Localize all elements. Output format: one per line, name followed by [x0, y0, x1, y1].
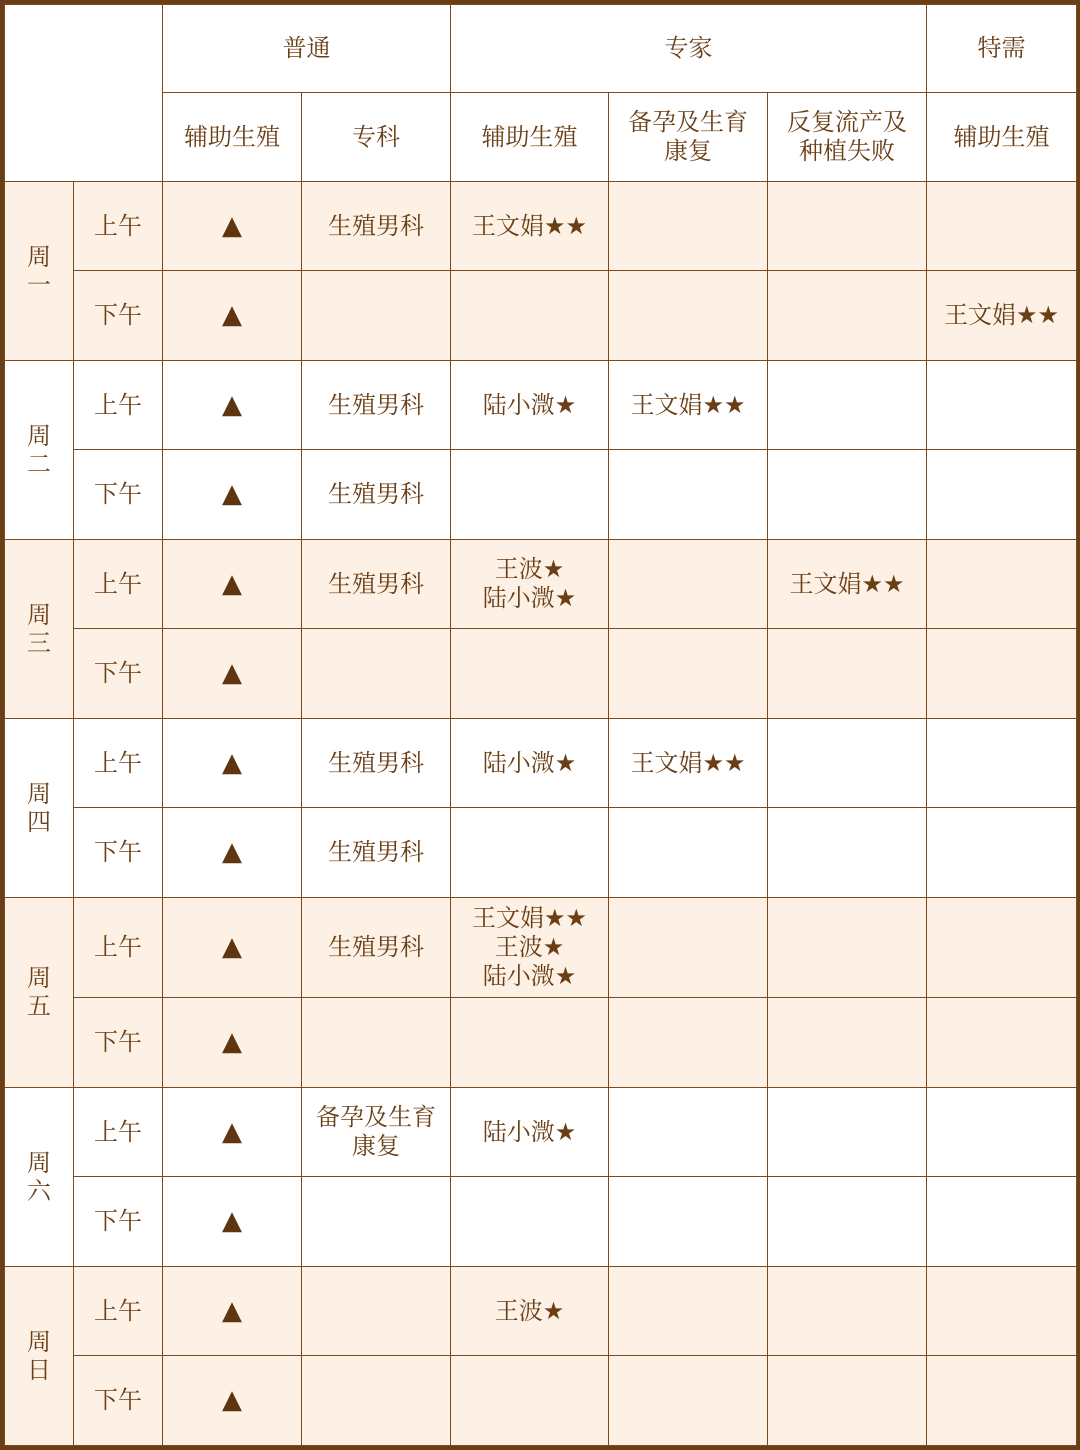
expert-art-cell [451, 1356, 609, 1446]
expert-art-cell: 陆小溦★ [451, 360, 609, 449]
triangle-icon: ▲ [163, 1087, 302, 1176]
expert-art-cell [451, 450, 609, 539]
day-label: 周 五 [5, 897, 74, 1087]
expert-preconception-cell [609, 539, 768, 628]
vip-art-cell [927, 808, 1077, 897]
triangle-icon: ▲ [163, 1266, 302, 1355]
schedule-row-sat-am [5, 1087, 1077, 1176]
schedule-row-sun-am [5, 1266, 1077, 1355]
triangle-icon: ▲ [163, 450, 302, 539]
expert-preconception-cell [609, 1266, 768, 1355]
expert-art-cell: 陆小溦★ [451, 718, 609, 807]
header-col-expert-art: 辅助生殖 [451, 93, 609, 182]
schedule-row-fri-pm [5, 998, 1077, 1087]
triangle-icon: ▲ [163, 718, 302, 807]
period-label: 下午 [74, 998, 163, 1087]
triangle-icon: ▲ [163, 271, 302, 360]
specialty-cell: 生殖男科 [302, 450, 451, 539]
day-label: 周 四 [5, 718, 74, 897]
triangle-icon: ▲ [163, 897, 302, 998]
vip-art-cell [927, 998, 1077, 1087]
period-label: 下午 [74, 450, 163, 539]
triangle-icon: ▲ [163, 1356, 302, 1446]
expert-art-cell [451, 629, 609, 718]
expert-recurrent-miscarriage-cell [768, 450, 927, 539]
header-col-expert-preconception: 备孕及生育 康复 [609, 93, 768, 182]
specialty-cell: 生殖男科 [302, 718, 451, 807]
expert-art-cell [451, 271, 609, 360]
expert-preconception-cell [609, 182, 768, 271]
specialty-cell [302, 629, 451, 718]
header-group-expert: 专家 [451, 5, 927, 93]
expert-recurrent-miscarriage-cell [768, 998, 927, 1087]
period-label: 下午 [74, 271, 163, 360]
schedule-row-tue-am [5, 360, 1077, 449]
expert-recurrent-miscarriage-cell [768, 182, 927, 271]
schedule-row-mon-am [5, 182, 1077, 271]
day-label: 周 三 [5, 539, 74, 718]
expert-preconception-cell: 王文娟★★ [609, 360, 768, 449]
schedule-row-wed-am [5, 539, 1077, 628]
schedule-row-thu-pm [5, 808, 1077, 897]
header-col-specialty: 专科 [302, 93, 451, 182]
triangle-icon: ▲ [163, 998, 302, 1087]
vip-art-cell [927, 1356, 1077, 1446]
specialty-cell [302, 1177, 451, 1266]
period-label: 上午 [74, 897, 163, 998]
period-label: 上午 [74, 539, 163, 628]
expert-recurrent-miscarriage-cell [768, 271, 927, 360]
expert-preconception-cell: 王文娟★★ [609, 718, 768, 807]
expert-recurrent-miscarriage-cell [768, 1087, 927, 1176]
vip-art-cell: 王文娟★★ [927, 271, 1077, 360]
schedule-row-sun-pm [5, 1356, 1077, 1446]
expert-preconception-cell [609, 271, 768, 360]
expert-preconception-cell [609, 897, 768, 998]
day-label: 周 一 [5, 182, 74, 361]
expert-recurrent-miscarriage-cell [768, 1356, 927, 1446]
header-col-vip-art: 辅助生殖 [927, 93, 1077, 182]
expert-recurrent-miscarriage-cell [768, 360, 927, 449]
period-label: 上午 [74, 182, 163, 271]
header-col-expert-recurrent-miscarriage: 反复流产及 种植失败 [768, 93, 927, 182]
expert-recurrent-miscarriage-cell [768, 629, 927, 718]
expert-preconception-cell [609, 629, 768, 718]
specialty-cell [302, 1266, 451, 1355]
day-label: 周 二 [5, 360, 74, 539]
schedule-row-thu-am [5, 718, 1077, 807]
expert-art-cell: 王波★ 陆小溦★ [451, 539, 609, 628]
vip-art-cell [927, 539, 1077, 628]
schedule-row-fri-am [5, 897, 1077, 998]
specialty-cell [302, 998, 451, 1087]
triangle-icon: ▲ [163, 360, 302, 449]
triangle-icon: ▲ [163, 182, 302, 271]
expert-preconception-cell [609, 808, 768, 897]
vip-art-cell [927, 450, 1077, 539]
expert-art-cell: 陆小溦★ [451, 1087, 609, 1176]
period-label: 下午 [74, 1177, 163, 1266]
expert-recurrent-miscarriage-cell: 王文娟★★ [768, 539, 927, 628]
vip-art-cell [927, 1087, 1077, 1176]
expert-art-cell: 王文娟★★ [451, 182, 609, 271]
expert-recurrent-miscarriage-cell [768, 1177, 927, 1266]
period-label: 上午 [74, 1087, 163, 1176]
triangle-icon: ▲ [163, 539, 302, 628]
expert-recurrent-miscarriage-cell [768, 808, 927, 897]
expert-art-cell [451, 808, 609, 897]
triangle-icon: ▲ [163, 629, 302, 718]
specialty-cell: 生殖男科 [302, 360, 451, 449]
expert-recurrent-miscarriage-cell [768, 718, 927, 807]
expert-preconception-cell [609, 1087, 768, 1176]
expert-art-cell: 王文娟★★ 王波★ 陆小溦★ [451, 897, 609, 998]
specialty-cell [302, 1356, 451, 1446]
vip-art-cell [927, 360, 1077, 449]
header-column-row [5, 93, 1077, 182]
expert-art-cell [451, 1177, 609, 1266]
expert-preconception-cell [609, 1177, 768, 1266]
period-label: 上午 [74, 360, 163, 449]
clinic-schedule-table [4, 4, 1077, 1446]
vip-art-cell [927, 629, 1077, 718]
schedule-row-mon-pm [5, 271, 1077, 360]
vip-art-cell [927, 718, 1077, 807]
expert-preconception-cell [609, 450, 768, 539]
expert-art-cell [451, 998, 609, 1087]
specialty-cell: 生殖男科 [302, 897, 451, 998]
header-group-general: 普通 [163, 5, 451, 93]
period-label: 上午 [74, 718, 163, 807]
specialty-cell: 生殖男科 [302, 539, 451, 628]
expert-preconception-cell [609, 1356, 768, 1446]
schedule-row-wed-pm [5, 629, 1077, 718]
triangle-icon: ▲ [163, 808, 302, 897]
period-label: 上午 [74, 1266, 163, 1355]
specialty-cell: 生殖男科 [302, 182, 451, 271]
specialty-cell [302, 271, 451, 360]
expert-art-cell: 王波★ [451, 1266, 609, 1355]
day-label: 周 六 [5, 1087, 74, 1266]
vip-art-cell [927, 1177, 1077, 1266]
expert-recurrent-miscarriage-cell [768, 1266, 927, 1355]
period-label: 下午 [74, 808, 163, 897]
header-corner-cell [5, 5, 163, 182]
vip-art-cell [927, 182, 1077, 271]
vip-art-cell [927, 1266, 1077, 1355]
period-label: 下午 [74, 629, 163, 718]
header-group-vip: 特需 [927, 5, 1077, 93]
schedule-row-sat-pm [5, 1177, 1077, 1266]
triangle-icon: ▲ [163, 1177, 302, 1266]
day-label: 周 日 [5, 1266, 74, 1445]
header-group-row [5, 5, 1077, 93]
expert-preconception-cell [609, 998, 768, 1087]
vip-art-cell [927, 897, 1077, 998]
specialty-cell: 备孕及生育 康复 [302, 1087, 451, 1176]
schedule-row-tue-pm [5, 450, 1077, 539]
specialty-cell: 生殖男科 [302, 808, 451, 897]
header-col-general-art: 辅助生殖 [163, 93, 302, 182]
period-label: 下午 [74, 1356, 163, 1446]
expert-recurrent-miscarriage-cell [768, 897, 927, 998]
